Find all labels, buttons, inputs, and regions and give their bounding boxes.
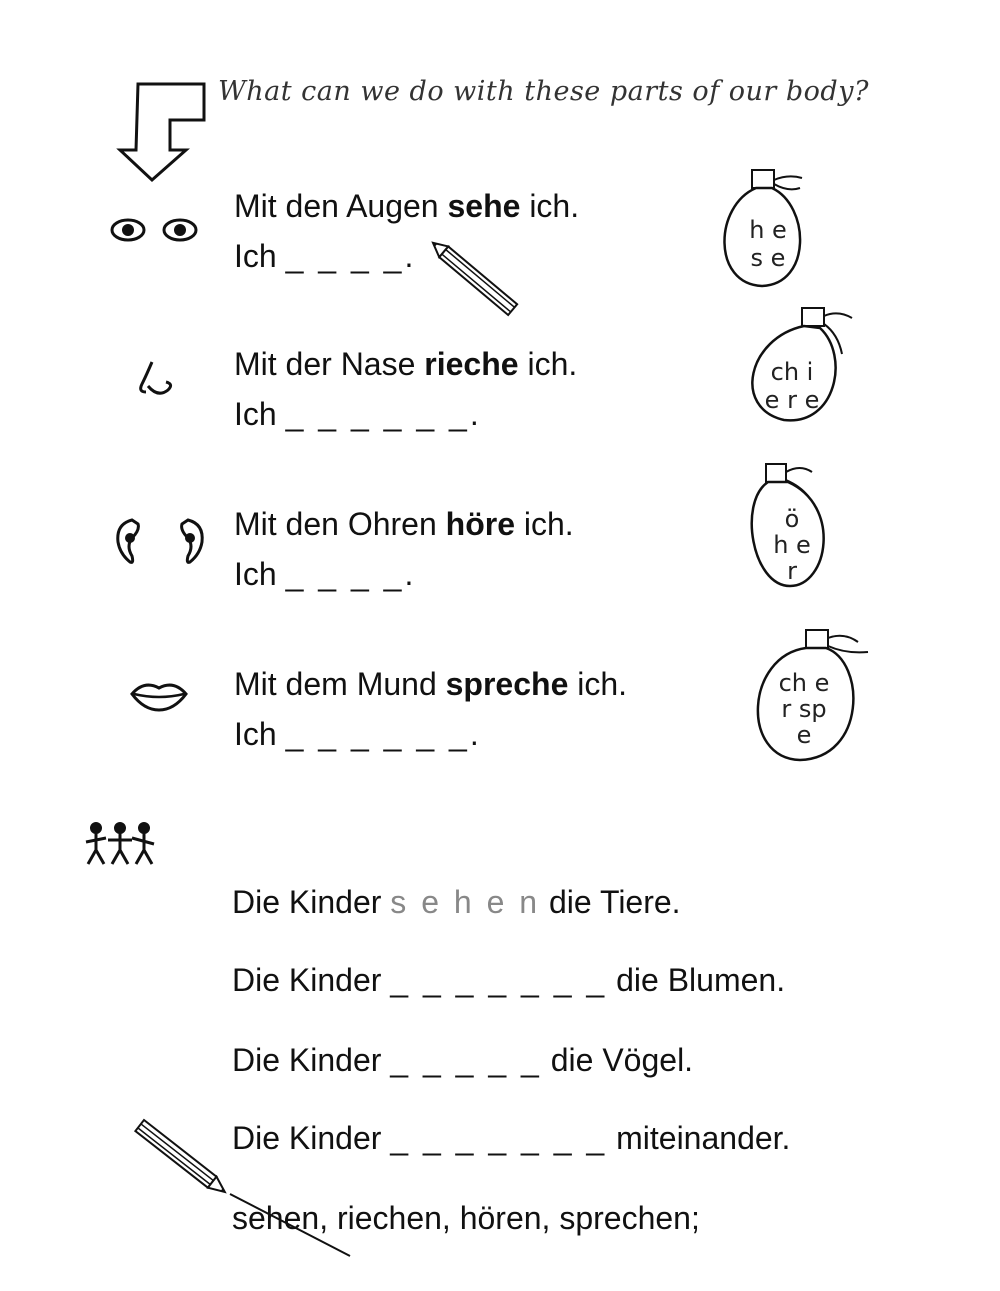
sentence-nose [234,346,577,383]
sentence-ears [234,506,574,543]
answer-blank[interactable]: _ _ _ _ [285,556,405,592]
sentence-text: Mit den Augen [234,188,448,224]
sentence-text: Mit der Nase [234,346,425,382]
pencil-icon [430,240,520,320]
sack-letter: ö [784,505,800,533]
sack-letters-4 [766,670,842,748]
sentence-end: ich. [518,346,578,382]
sentence-end: ich. [520,188,580,224]
kinder-end: die Blumen. [607,962,786,998]
kinder-sentence-1 [232,884,681,921]
verb: rieche [424,346,519,382]
sentence-mouth [234,666,627,703]
kinder-end: die Tiere. [540,884,681,920]
sack-letter: e [796,721,812,749]
sentence-text: Mit dem Mund [234,666,446,702]
eyes-icon [108,216,200,244]
kinder-fill[interactable]: _ _ _ _ _ _ _ [390,962,608,998]
kinder-sentence-3 [232,1042,693,1079]
sack-letter: h e [749,216,787,244]
ears-icon [112,516,208,568]
word-bank: sehen, riechen, hören, sprechen; [232,1200,700,1236]
sentence-text: Mit den Ohren [234,506,446,542]
sentence-eyes [234,188,579,225]
kinder-start: Die Kinder [232,1120,391,1156]
pencil-icon [144,1120,364,1260]
kinder-start: Die Kinder [232,884,391,920]
kinder-start: Die Kinder [232,962,391,998]
kinder-fill[interactable]: _ _ _ _ _ [390,1042,542,1078]
kinder-end: miteinander. [607,1120,791,1156]
answer-eyes [234,238,413,275]
sack-letter: s e [750,244,786,272]
sack-letter: r sp [781,695,827,723]
answer-end: . [469,716,479,752]
sack-letters-3 [760,506,824,584]
children-icon [84,822,156,866]
kinder-start: Die Kinder [232,1042,391,1078]
answer-prefix: Ich [234,716,286,752]
answer-end: . [469,396,479,432]
verb: sehe [447,188,521,224]
answer-end: . [404,238,414,274]
verb: höre [445,506,515,542]
kinder-fill[interactable]: s e h e n [390,884,541,920]
answer-ears [234,556,413,593]
kinder-sentence-2 [232,962,785,999]
sack-letter: e r e [764,386,820,414]
sack-letters-1 [730,216,806,272]
sack-letter: ch e [778,669,830,697]
sack-letters-2 [750,358,834,414]
answer-blank[interactable]: _ _ _ _ _ _ [285,716,470,752]
mouth-icon [130,680,188,712]
kinder-end: die Vögel. [541,1042,694,1078]
answer-end: . [404,556,414,592]
sentence-end: ich. [568,666,628,702]
answer-nose [234,396,479,433]
answer-prefix: Ich [234,238,286,274]
sentence-end: ich. [515,506,574,542]
answer-prefix: Ich [234,556,286,592]
verb: spreche [445,666,569,702]
answer-prefix: Ich [234,396,286,432]
answer-mouth [234,716,479,753]
sack-letter: r [787,557,797,585]
sack-letter: ch i [770,358,814,386]
kinder-fill[interactable]: _ _ _ _ _ _ _ [390,1120,608,1156]
sack-letter: h e [773,531,811,559]
answer-blank[interactable]: _ _ _ _ [285,238,405,274]
down-arrow-icon [126,80,216,184]
answer-blank[interactable]: _ _ _ _ _ _ [285,396,470,432]
worksheet-prompt: What can we do with these parts of our body? [218,76,869,107]
nose-icon [134,360,178,400]
